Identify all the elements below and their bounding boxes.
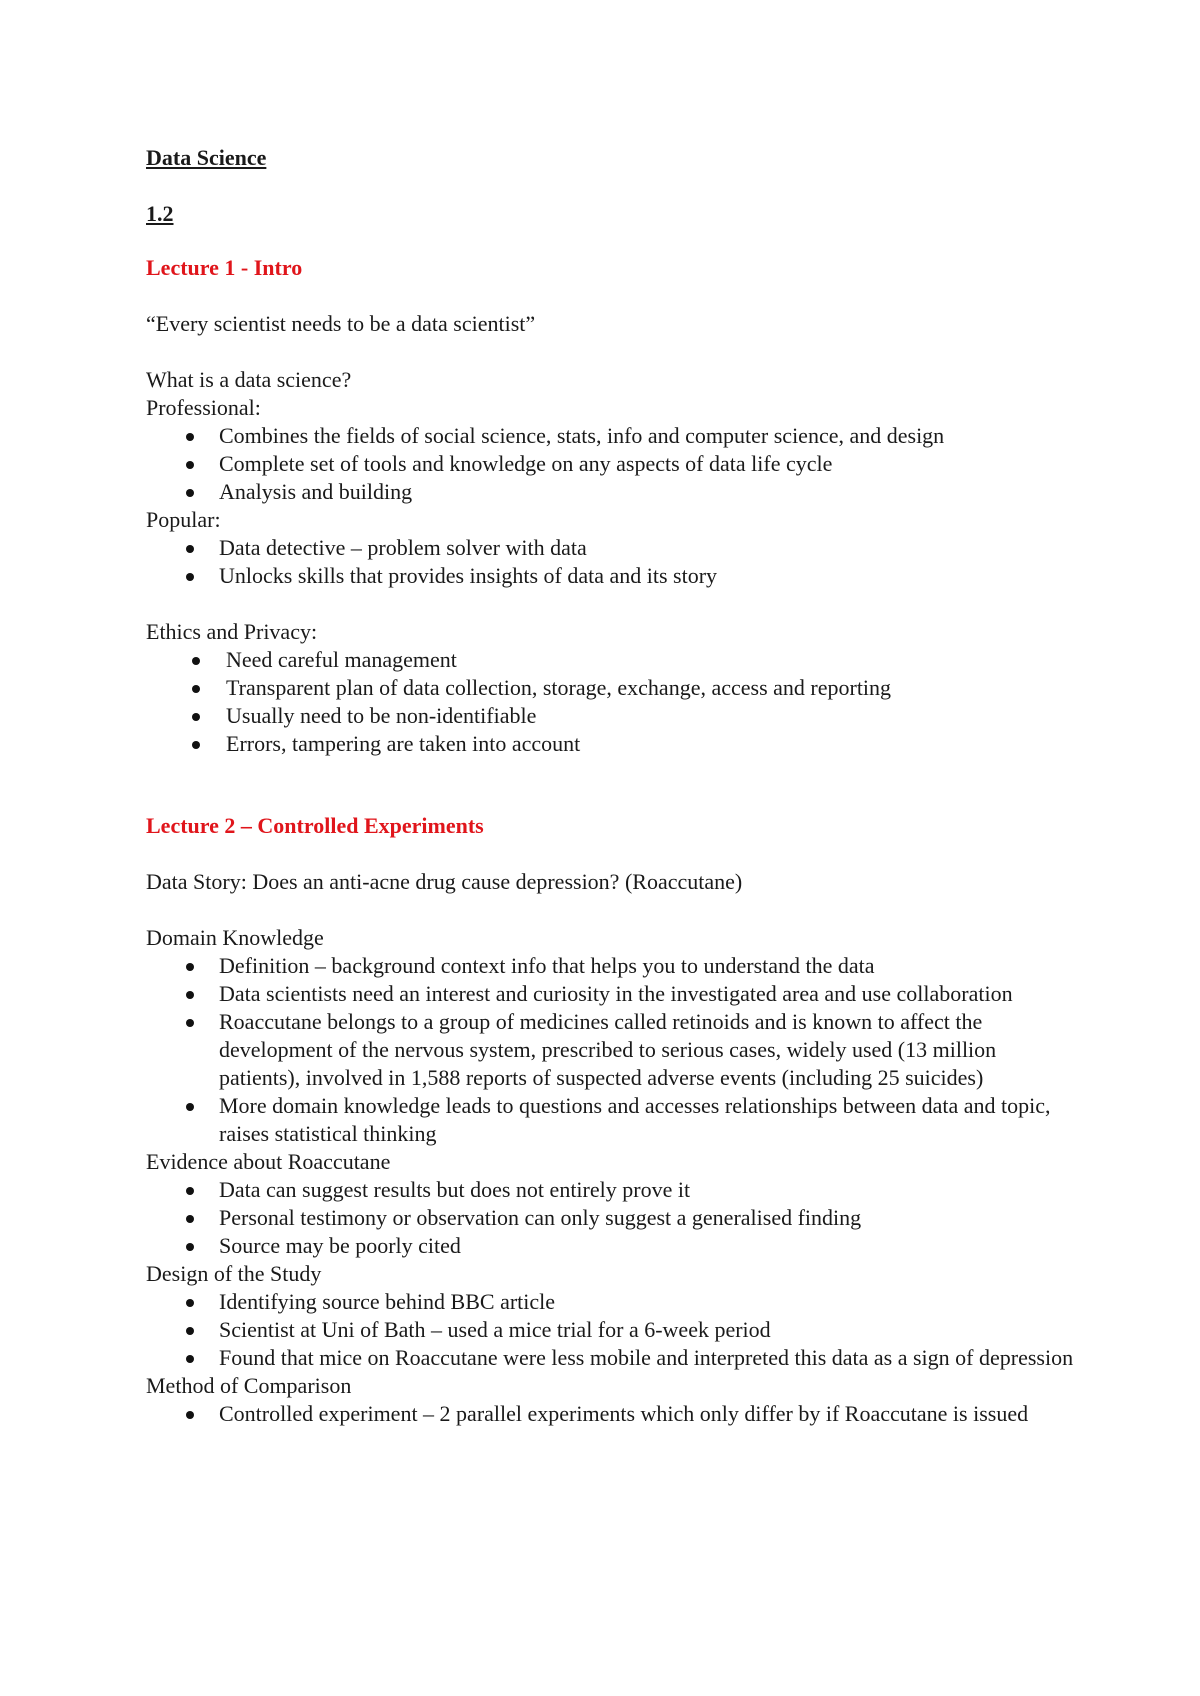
list-item: Definition – background context info that helps you to understand the data [146, 952, 1076, 980]
question: What is a data science? [146, 367, 352, 392]
quote: “Every scientist needs to be a data scientist” [146, 311, 536, 336]
method-label: Method of Comparison [146, 1373, 352, 1398]
list-item: Usually need to be non-identifiable [146, 702, 1076, 730]
list-item: Data detective – problem solver with data [146, 534, 1076, 562]
list-item: Scientist at Uni of Bath – used a mice trial for a 6-week period [146, 1316, 1076, 1344]
professional-list [146, 422, 1076, 506]
ethics-list [146, 646, 1076, 758]
list-item: Transparent plan of data collection, storage, exchange, access and reporting [146, 674, 1076, 702]
list-item: Complete set of tools and knowledge on any aspects of data life cycle [146, 450, 1076, 478]
section-number: 1.2 [146, 201, 174, 226]
list-item: Analysis and building [146, 478, 1076, 506]
ethics-label: Ethics and Privacy: [146, 619, 318, 644]
list-item: Found that mice on Roaccutane were less mobile and interpreted this data as a sign of depression [146, 1344, 1076, 1372]
list-item: More domain knowledge leads to questions and accesses relationships between data and topic, raises statistical thinking [146, 1092, 1076, 1148]
list-item: Source may be poorly cited [146, 1232, 1076, 1260]
method-list [146, 1400, 1076, 1428]
list-item: Roaccutane belongs to a group of medicines called retinoids and is known to affect the development of the nervous system, prescribed to serious cases, widely used (13 million patients), involved in 1,588 reports of suspected adverse events (including 25 suicides) [146, 1008, 1076, 1092]
list-item: Combines the fields of social science, stats, info and computer science, and design [146, 422, 1076, 450]
lecture-1-heading: Lecture 1 - Intro [146, 255, 303, 280]
domain-list [146, 952, 1076, 1148]
list-item: Data scientists need an interest and curiosity in the investigated area and use collaboration [146, 980, 1076, 1008]
domain-label: Domain Knowledge [146, 925, 324, 950]
document-page [146, 144, 1076, 1428]
document-title: Data Science [146, 145, 267, 170]
popular-label: Popular: [146, 507, 221, 532]
design-label: Design of the Study [146, 1261, 322, 1286]
list-item: Personal testimony or observation can only suggest a generalised finding [146, 1204, 1076, 1232]
design-list [146, 1288, 1076, 1372]
evidence-list [146, 1176, 1076, 1260]
lecture-2-heading: Lecture 2 – Controlled Experiments [146, 813, 484, 838]
list-item: Errors, tampering are taken into account [146, 730, 1076, 758]
list-item: Data can suggest results but does not entirely prove it [146, 1176, 1076, 1204]
list-item: Unlocks skills that provides insights of data and its story [146, 562, 1076, 590]
professional-label: Professional: [146, 395, 261, 420]
popular-list [146, 534, 1076, 590]
data-story: Data Story: Does an anti-acne drug cause depression? (Roaccutane) [146, 869, 743, 894]
list-item: Identifying source behind BBC article [146, 1288, 1076, 1316]
list-item: Need careful management [146, 646, 1076, 674]
evidence-label: Evidence about Roaccutane [146, 1149, 391, 1174]
list-item: Controlled experiment – 2 parallel experiments which only differ by if Roaccutane is issued [146, 1400, 1076, 1428]
